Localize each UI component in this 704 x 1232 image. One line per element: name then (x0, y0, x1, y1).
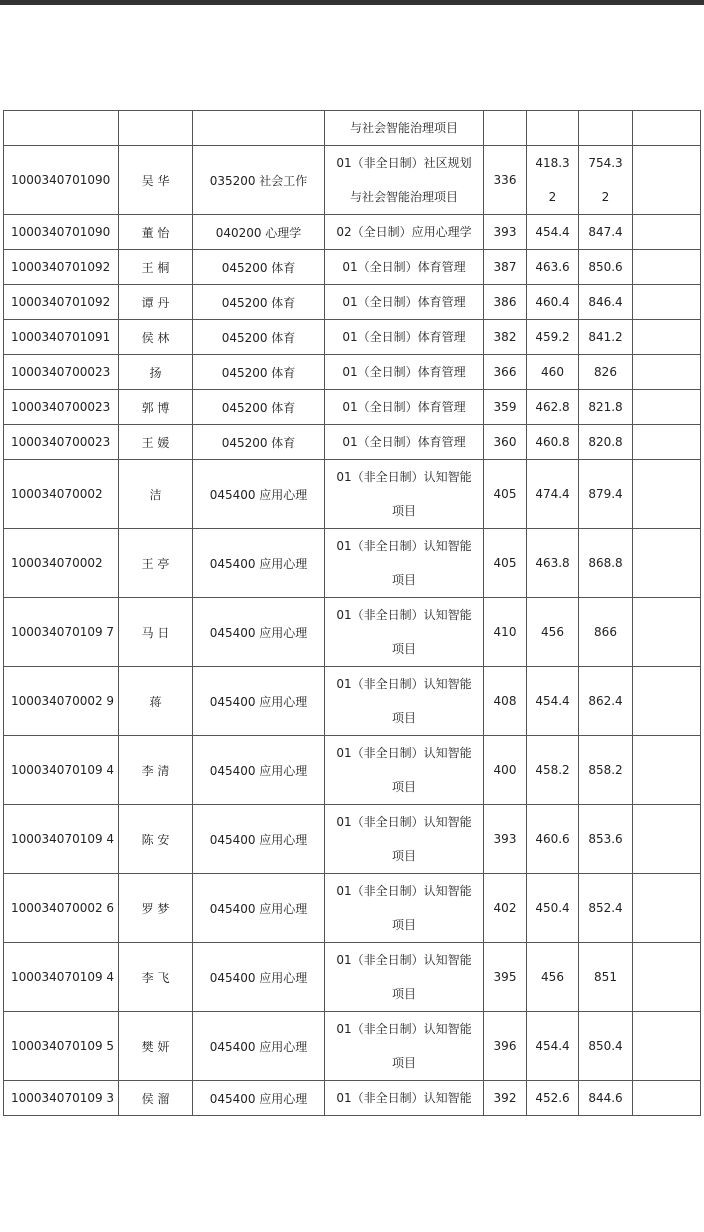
total-score-cell: 844.6 (579, 1081, 633, 1116)
candidate-name-cell: 扬 (119, 355, 193, 390)
direction-cell-line: 01（非全日制）认知智能 (336, 677, 472, 691)
candidate-name-cell: 陈 安 (119, 805, 193, 874)
major-cell: 045200 体育 (193, 425, 325, 460)
retest-score-cell-line: 418.3 (535, 156, 570, 170)
candidate-id-cell: 100034070002 (4, 460, 119, 529)
direction-cell-line: 与社会智能治理项目 (349, 190, 458, 204)
direction-cell (325, 111, 484, 146)
table-row (4, 250, 701, 285)
remark-cell (633, 146, 701, 215)
candidate-id-cell: 100034070109 5 (4, 1012, 119, 1081)
prelim-score-cell: 366 (484, 355, 527, 390)
retest-score-cell: 456 (527, 943, 579, 1012)
remark-cell (633, 736, 701, 805)
retest-score-cell (527, 111, 579, 146)
direction-cell (325, 943, 484, 1012)
direction-cell (325, 250, 484, 285)
retest-score-cell: 454.4 (527, 1012, 579, 1081)
direction-cell-line: 项目 (391, 1056, 416, 1070)
prelim-score-cell: 360 (484, 425, 527, 460)
total-score-cell: 862.4 (579, 667, 633, 736)
direction-cell (325, 1081, 484, 1116)
total-score-cell: 826 (579, 355, 633, 390)
direction-cell-line: 项目 (391, 780, 416, 794)
major-cell: 045400 应用心理 (193, 460, 325, 529)
retest-score-cell: 460 (527, 355, 579, 390)
direction-cell-line: 01（非全日制）认知智能 (336, 884, 472, 898)
major-cell: 045400 应用心理 (193, 1081, 325, 1116)
remark-cell (633, 943, 701, 1012)
candidate-name-cell (119, 111, 193, 146)
major-cell: 045200 体育 (193, 390, 325, 425)
candidate-id-cell: 100034070109 4 (4, 943, 119, 1012)
table-row (4, 1081, 701, 1116)
retest-score-cell-line: 2 (548, 190, 557, 204)
candidate-name-cell: 罗 梦 (119, 874, 193, 943)
candidate-name-cell: 吴 华 (119, 146, 193, 215)
candidate-name-cell: 李 清 (119, 736, 193, 805)
retest-score-cell: 458.2 (527, 736, 579, 805)
table-row (4, 146, 701, 215)
remark-cell (633, 1012, 701, 1081)
candidate-id-cell: 1000340701092 (4, 285, 119, 320)
candidate-id-cell: 100034070002 (4, 529, 119, 598)
direction-cell-line: 01（全日制）体育管理 (342, 295, 466, 309)
candidate-id-cell: 100034070109 3 (4, 1081, 119, 1116)
remark-cell (633, 598, 701, 667)
direction-cell (325, 529, 484, 598)
retest-score-cell: 456 (527, 598, 579, 667)
total-score-cell (579, 111, 633, 146)
major-cell: 045400 应用心理 (193, 1012, 325, 1081)
candidate-name-cell: 王 媛 (119, 425, 193, 460)
direction-cell-line: 项目 (391, 918, 416, 932)
retest-score-cell: 460.4 (527, 285, 579, 320)
retest-score-cell: 450.4 (527, 874, 579, 943)
direction-cell-line: 01（全日制）体育管理 (342, 330, 466, 344)
major-cell: 045400 应用心理 (193, 943, 325, 1012)
remark-cell (633, 215, 701, 250)
remark-cell (633, 285, 701, 320)
candidate-id-cell: 1000340701090 (4, 146, 119, 215)
table-row (4, 529, 701, 598)
remark-cell (633, 355, 701, 390)
direction-cell-line: 01（全日制）体育管理 (342, 435, 466, 449)
direction-cell (325, 460, 484, 529)
retest-score-cell: 452.6 (527, 1081, 579, 1116)
table-body (4, 111, 701, 1116)
candidate-name-cell: 董 怡 (119, 215, 193, 250)
retest-score-cell: 463.8 (527, 529, 579, 598)
prelim-score-cell: 393 (484, 215, 527, 250)
direction-cell (325, 1012, 484, 1081)
admission-score-table (3, 110, 701, 1116)
major-cell: 045400 应用心理 (193, 667, 325, 736)
candidate-name-cell: 王 亭 (119, 529, 193, 598)
prelim-score-cell: 405 (484, 529, 527, 598)
direction-cell (325, 320, 484, 355)
direction-cell-line: 项目 (391, 711, 416, 725)
table-row (4, 285, 701, 320)
table-row (4, 943, 701, 1012)
prelim-score-cell: 410 (484, 598, 527, 667)
direction-cell-line: 01（全日制）体育管理 (342, 400, 466, 414)
retest-score-cell: 460.8 (527, 425, 579, 460)
retest-score-cell: 454.4 (527, 667, 579, 736)
table-row (4, 390, 701, 425)
total-score-cell: 850.4 (579, 1012, 633, 1081)
table-row (4, 874, 701, 943)
direction-cell (325, 667, 484, 736)
candidate-id-cell: 100034070109 4 (4, 736, 119, 805)
top-dark-bar (0, 0, 704, 5)
direction-cell (325, 805, 484, 874)
retest-score-cell: 463.6 (527, 250, 579, 285)
remark-cell (633, 874, 701, 943)
prelim-score-cell (484, 111, 527, 146)
prelim-score-cell: 393 (484, 805, 527, 874)
direction-cell-line: 01（非全日制）认知智能 (336, 953, 472, 967)
direction-cell-line: 01（非全日制）认知智能 (336, 539, 472, 553)
direction-cell (325, 390, 484, 425)
prelim-score-cell: 336 (484, 146, 527, 215)
prelim-score-cell: 382 (484, 320, 527, 355)
direction-cell-line: 01（非全日制）认知智能 (336, 815, 472, 829)
total-score-cell: 851 (579, 943, 633, 1012)
direction-cell-line: 01（全日制）体育管理 (342, 365, 466, 379)
candidate-name-cell: 蒋 (119, 667, 193, 736)
table-row (4, 425, 701, 460)
candidate-name-cell: 王 桐 (119, 250, 193, 285)
total-score-cell: 820.8 (579, 425, 633, 460)
prelim-score-cell: 402 (484, 874, 527, 943)
retest-score-cell: 460.6 (527, 805, 579, 874)
candidate-name-cell: 马 日 (119, 598, 193, 667)
table-row (4, 805, 701, 874)
total-score-cell: 866 (579, 598, 633, 667)
direction-cell (325, 215, 484, 250)
candidate-id-cell: 1000340701091 (4, 320, 119, 355)
table-row (4, 736, 701, 805)
direction-cell-line: 01（非全日制）社区规划 (336, 156, 472, 170)
direction-cell (325, 598, 484, 667)
retest-score-cell (527, 146, 579, 215)
total-score-cell: 853.6 (579, 805, 633, 874)
table-row (4, 1012, 701, 1081)
direction-cell (325, 736, 484, 805)
candidate-name-cell: 侯 溜 (119, 1081, 193, 1116)
prelim-score-cell: 387 (484, 250, 527, 285)
candidate-id-cell: 100034070002 9 (4, 667, 119, 736)
candidate-name-cell: 谭 丹 (119, 285, 193, 320)
direction-cell (325, 874, 484, 943)
candidate-id-cell: 1000340700023 (4, 355, 119, 390)
prelim-score-cell: 392 (484, 1081, 527, 1116)
total-score-cell: 847.4 (579, 215, 633, 250)
remark-cell (633, 320, 701, 355)
major-cell: 045400 应用心理 (193, 736, 325, 805)
remark-cell (633, 805, 701, 874)
major-cell: 045400 应用心理 (193, 805, 325, 874)
major-cell: 045200 体育 (193, 250, 325, 285)
remark-cell (633, 250, 701, 285)
candidate-name-cell: 李 飞 (119, 943, 193, 1012)
total-score-cell-line: 754.3 (588, 156, 623, 170)
direction-cell (325, 425, 484, 460)
candidate-id-cell: 100034070109 7 (4, 598, 119, 667)
candidate-name-cell: 洁 (119, 460, 193, 529)
prelim-score-cell: 405 (484, 460, 527, 529)
candidate-name-cell: 樊 妍 (119, 1012, 193, 1081)
total-score-cell: 821.8 (579, 390, 633, 425)
candidate-id-cell (4, 111, 119, 146)
direction-cell-line: 01（非全日制）认知智能 (336, 1091, 472, 1105)
table-row (4, 460, 701, 529)
candidate-id-cell: 100034070109 4 (4, 805, 119, 874)
major-cell: 045400 应用心理 (193, 874, 325, 943)
remark-cell (633, 111, 701, 146)
direction-cell-line: 02（全日制）应用心理学 (336, 225, 472, 239)
major-cell: 035200 社会工作 (193, 146, 325, 215)
direction-cell (325, 355, 484, 390)
remark-cell (633, 460, 701, 529)
table-row (4, 355, 701, 390)
candidate-id-cell: 1000340701092 (4, 250, 119, 285)
direction-cell (325, 285, 484, 320)
candidate-name-cell: 侯 林 (119, 320, 193, 355)
prelim-score-cell: 386 (484, 285, 527, 320)
direction-cell-line: 01（非全日制）认知智能 (336, 608, 472, 622)
total-score-cell: 841.2 (579, 320, 633, 355)
candidate-id-cell: 1000340701090 (4, 215, 119, 250)
prelim-score-cell: 396 (484, 1012, 527, 1081)
table-row (4, 111, 701, 146)
table-row (4, 215, 701, 250)
total-score-cell: 868.8 (579, 529, 633, 598)
total-score-cell (579, 146, 633, 215)
prelim-score-cell: 395 (484, 943, 527, 1012)
table-row (4, 598, 701, 667)
major-cell (193, 111, 325, 146)
remark-cell (633, 529, 701, 598)
candidate-id-cell: 1000340700023 (4, 390, 119, 425)
remark-cell (633, 667, 701, 736)
table-row (4, 320, 701, 355)
direction-cell-line: 01（非全日制）认知智能 (336, 746, 472, 760)
direction-cell-line: 01（非全日制）认知智能 (336, 470, 472, 484)
major-cell: 045400 应用心理 (193, 598, 325, 667)
remark-cell (633, 390, 701, 425)
candidate-name-cell: 郭 博 (119, 390, 193, 425)
total-score-cell: 852.4 (579, 874, 633, 943)
candidate-id-cell: 100034070002 6 (4, 874, 119, 943)
direction-cell-line: 项目 (391, 849, 416, 863)
total-score-cell: 858.2 (579, 736, 633, 805)
major-cell: 040200 心理学 (193, 215, 325, 250)
direction-cell-line: 项目 (391, 504, 416, 518)
table-row (4, 667, 701, 736)
retest-score-cell: 474.4 (527, 460, 579, 529)
major-cell: 045200 体育 (193, 320, 325, 355)
remark-cell (633, 425, 701, 460)
direction-cell-line: 项目 (391, 642, 416, 656)
remark-cell (633, 1081, 701, 1116)
major-cell: 045400 应用心理 (193, 529, 325, 598)
major-cell: 045200 体育 (193, 355, 325, 390)
total-score-cell: 846.4 (579, 285, 633, 320)
direction-cell-line: 01（全日制）体育管理 (342, 260, 466, 274)
direction-cell-line: 项目 (391, 987, 416, 1001)
prelim-score-cell: 408 (484, 667, 527, 736)
direction-cell-line: 项目 (391, 573, 416, 587)
retest-score-cell: 454.4 (527, 215, 579, 250)
direction-cell-line: 01（非全日制）认知智能 (336, 1022, 472, 1036)
prelim-score-cell: 400 (484, 736, 527, 805)
candidate-id-cell: 1000340700023 (4, 425, 119, 460)
prelim-score-cell: 359 (484, 390, 527, 425)
retest-score-cell: 462.8 (527, 390, 579, 425)
total-score-cell: 850.6 (579, 250, 633, 285)
retest-score-cell: 459.2 (527, 320, 579, 355)
major-cell: 045200 体育 (193, 285, 325, 320)
direction-cell (325, 146, 484, 215)
total-score-cell-line: 2 (601, 190, 610, 204)
direction-cell-line: 与社会智能治理项目 (349, 121, 458, 135)
total-score-cell: 879.4 (579, 460, 633, 529)
